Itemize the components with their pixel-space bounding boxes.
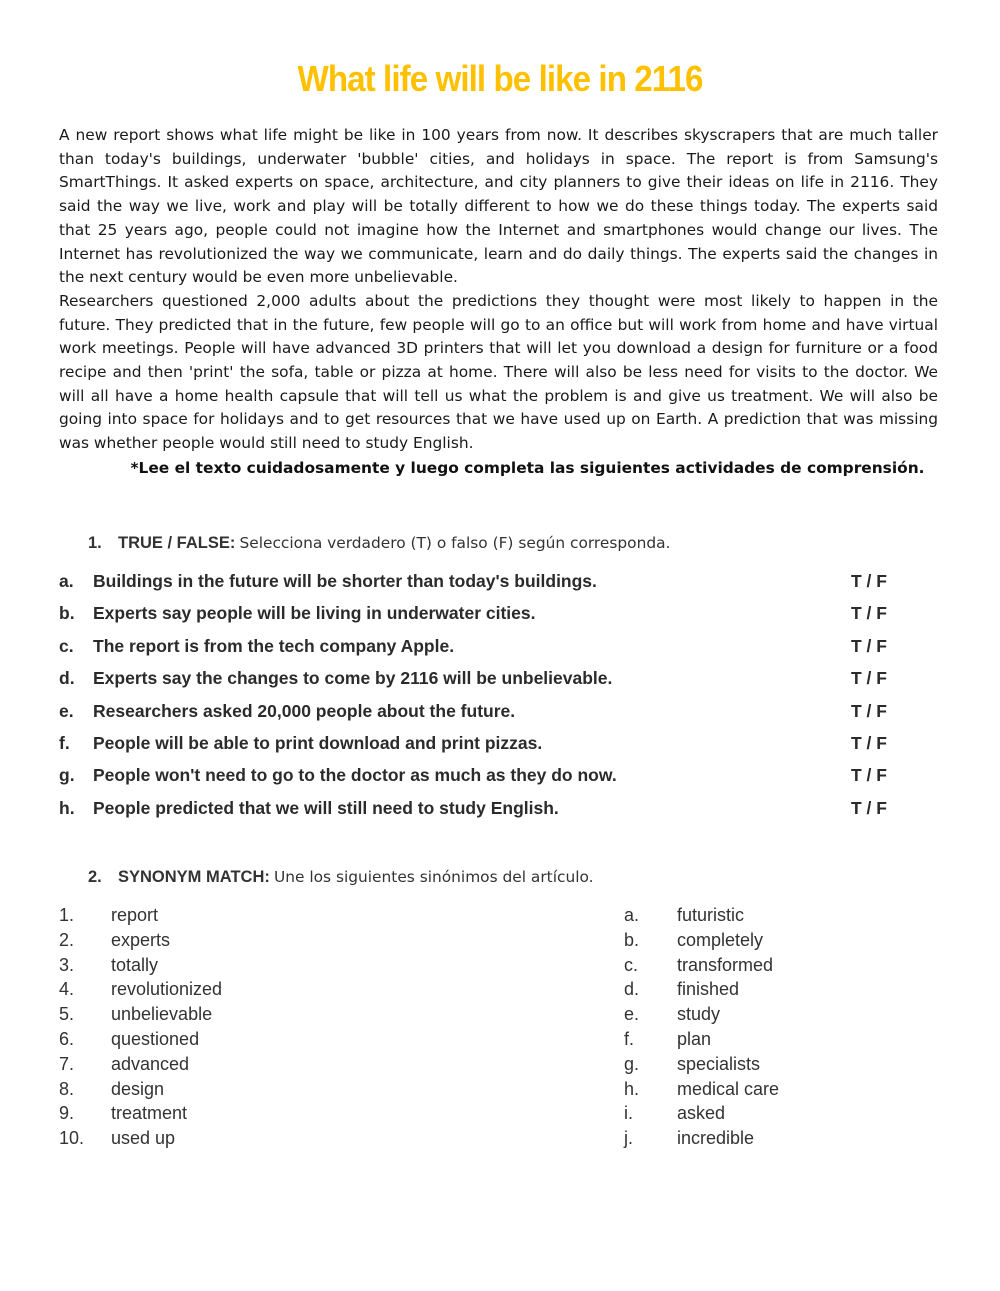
section1-heading [88,533,670,553]
synonym-right-item[interactable] [624,953,944,978]
synonym-left-item[interactable] [59,977,459,1002]
section2-description: Une los siguientes sinónimos del artículo. [273,868,594,886]
synonym-right-item[interactable] [624,1077,944,1102]
section1-label: TRUE / FALSE: [118,534,236,552]
item-word: used up [111,1128,176,1149]
tf-statement: Experts say people will be living in underwater cities. [93,603,536,624]
tf-letter: f. [59,732,70,753]
synonym-left-item[interactable] [59,1077,459,1102]
synonym-right-item[interactable] [624,903,944,928]
synonym-left-item[interactable] [59,903,459,928]
tf-letter: b. [59,603,75,624]
synonym-left-column [59,903,459,1151]
tf-choice[interactable]: T / F [851,668,887,689]
item-number: 2. [59,929,75,950]
item-word: incredible [677,1128,755,1149]
item-word: advanced [111,1053,190,1074]
item-letter: b. [624,929,640,950]
item-number: 5. [59,1004,75,1025]
instruction-text: *Lee el texto cuidadosamente y luego completa las siguientes actividades de comprensión. [130,459,925,477]
tf-choice[interactable]: T / F [851,797,887,818]
tf-item-h [59,795,939,827]
paragraph-2: Researchers questioned 2,000 adults about the predictions they thought were most likely to happen in the future. They predicted that in the future, few people will go to an office but will work from home and have virtual work meetings. People will have advanced 3D printers that will let you download a design for furniture or a food recipe and then 'print' the sofa, table or pizza at home. There will also be less need for visits to the doctor. We will all have a home health capsule that will tell us what the problem is and give us treatment. We will also be going into space for holidays and to get resources that we have used up on Earth. A prediction that was missing was whether people would still need to study English. [59,291,938,453]
synonym-left-item[interactable] [59,1126,459,1151]
item-number: 8. [59,1078,75,1099]
paragraph-1: A new report shows what life might be like in 100 years from now. It describes skyscrapers that are much taller than today's buildings, underwater 'bubble' cities, and holidays in space. The report is from Samsung's SmartThings. It asked experts on space, architecture, and city planners to give their ideas on life in 2116. They said the way we live, work and play will be totally different to how we do these things today. The experts said that 25 years ago, people could not imagine how the Internet and smartphones would change our lives. The Internet has revolutionized the way we communicate, learn and do daily things. The experts said the changes in the next century would be even more unbelievable. [59,126,938,287]
item-number: 9. [59,1103,75,1124]
tf-item-d [59,665,939,697]
tf-statement: People won't need to go to the doctor as much as they do now. [93,765,617,786]
tf-choice[interactable]: T / F [851,765,887,786]
item-letter: c. [624,954,639,975]
item-word: plan [677,1028,712,1049]
item-word: futuristic [677,905,745,925]
item-word: medical care [677,1078,780,1099]
item-number: 3. [59,954,75,975]
item-letter: d. [624,979,640,1000]
synonym-left-item[interactable] [59,1052,459,1077]
item-number: 6. [59,1028,75,1049]
item-word: study [677,1004,721,1025]
item-letter: j. [624,1128,633,1149]
item-word: revolutionized [111,979,223,1000]
synonym-right-item[interactable] [624,977,944,1002]
tf-letter: d. [59,668,75,689]
item-word: asked [677,1103,726,1124]
synonym-left-item[interactable] [59,1101,459,1126]
synonym-right-column [624,903,944,1151]
synonym-left-item[interactable] [59,928,459,953]
item-number: 7. [59,1053,75,1074]
synonym-right-item[interactable] [624,1052,944,1077]
tf-letter: a. [59,571,74,591]
tf-item-e [59,698,939,730]
tf-statement: Researchers asked 20,000 people about the future. [93,700,516,721]
section2-number: 2. [88,868,102,886]
tf-statement: Experts say the changes to come by 2116 will be unbelievable. [93,668,613,689]
synonym-right-item[interactable] [624,1002,944,1027]
synonym-left-item[interactable] [59,953,459,978]
tf-item-a [59,568,939,600]
item-letter: h. [624,1078,640,1099]
item-word: unbelievable [111,1004,213,1025]
synonym-right-item[interactable] [624,1101,944,1126]
tf-item-c [59,633,939,665]
item-letter: g. [624,1053,640,1074]
item-letter: f. [624,1028,635,1049]
tf-letter: c. [59,635,74,656]
tf-statement: The report is from the tech company Apple. [93,635,455,656]
synonym-left-item[interactable] [59,1027,459,1052]
tf-choice[interactable]: T / F [851,571,887,591]
tf-statement: Buildings in the future will be shorter than today's buildings. [93,571,597,591]
item-letter: e. [624,1004,640,1025]
item-word: experts [111,929,171,950]
true-false-list [59,568,939,827]
item-word: specialists [677,1053,761,1074]
item-word: design [111,1078,165,1099]
item-number: 1. [59,905,75,925]
section2-heading [88,867,594,887]
item-word: report [111,905,159,925]
item-letter: i. [624,1103,633,1124]
synonym-right-item[interactable] [624,928,944,953]
tf-choice[interactable]: T / F [851,732,887,753]
item-letter: a. [624,905,640,925]
tf-choice[interactable]: T / F [851,603,887,624]
tf-item-b [59,600,939,632]
reading-text [59,124,938,456]
synonym-right-item[interactable] [624,1126,944,1151]
tf-statement: People will be able to print download and print pizzas. [93,732,543,753]
item-word: transformed [677,954,774,975]
item-word: completely [677,929,764,950]
tf-letter: e. [59,700,74,721]
item-number: 10. [59,1128,85,1149]
synonym-left-item[interactable] [59,1002,459,1027]
item-word: totally [111,954,159,975]
item-number: 4. [59,979,75,1000]
tf-choice[interactable]: T / F [851,635,887,656]
section1-number: 1. [88,534,102,552]
synonym-right-item[interactable] [624,1027,944,1052]
page-title: What life will be like in 2116 [297,58,703,99]
tf-item-g [59,762,939,794]
section1-description: Selecciona verdadero (T) o falso (F) según corresponda. [239,534,671,552]
item-word: finished [677,979,740,1000]
tf-statement: People predicted that we will still need to study English. [93,797,559,818]
tf-choice[interactable]: T / F [851,700,887,721]
item-word: questioned [111,1028,200,1049]
section2-label: SYNONYM MATCH: [118,868,270,886]
tf-item-f [59,730,939,762]
tf-letter: h. [59,797,75,818]
tf-letter: g. [59,765,75,786]
item-word: treatment [111,1103,188,1124]
